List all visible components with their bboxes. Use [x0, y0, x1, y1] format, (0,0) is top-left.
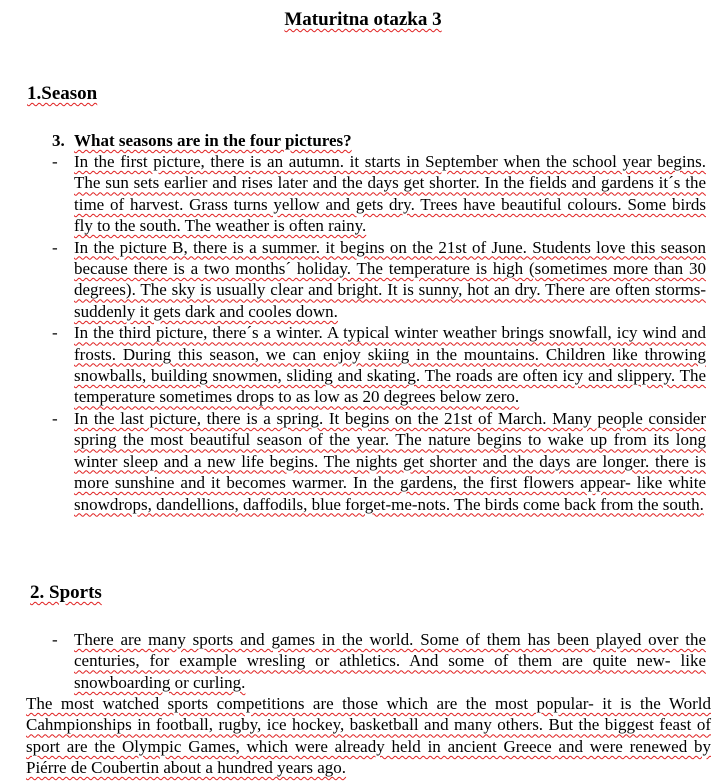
list-item-summer [0, 237, 726, 323]
document-title: Maturitna otazka 3 [284, 9, 442, 30]
season-bullet-list [0, 151, 726, 515]
bullet-marker: - [52, 237, 58, 257]
list-item-text: In the first picture, there is an autumn. it starts in September when the school year begins. The sun sets earlier and rises later and the days get shorter. In the fields and gardens it´s the time of harvest. Grass turns yellow and gets dry. Trees have beautiful colours. Some birds fly to the south. The weather is often rainy. [74, 152, 706, 236]
question-text: What seasons are in the four pictures? [74, 131, 352, 150]
list-item-text: In the third picture, there´s a winter. A typical winter weather brings snowfall, icy wind and frosts. During this season, we can enjoy skiing in the mountains. Children like throwing snowballs, building snowmen, sliding and skating. The roads are often icy and slippery. The temperature sometimes drops to as low as 20 degrees below zero. [74, 323, 706, 407]
list-item-winter [0, 322, 726, 408]
sports-paragraph: The most watched sports competitions are those which are the most popular- it is the World Cahmpionships in football, rugby, ice hockey, basketball and many others. But the biggest feast of sport are the Olympic Games, which were already held in ancient Greece and were renewed by Piérre de Coubertin about a hundred years ago. [26, 694, 711, 778]
question-line [52, 130, 352, 151]
list-item-autumn [0, 151, 726, 237]
sports-bullet-list [0, 629, 726, 693]
bullet-marker: - [52, 323, 58, 343]
list-item-text: In the last picture, there is a spring. It begins on the 21st of March. Many people consider spring the most beautiful season of the year. The nature begins to wake up from its long winter sleep and a new life begins. The nights get shorter and the days are longer. there is more sunshine and it becomes warmer. In the gardens, the first flowers appear- like white snowdrops, dandellions, daffodils, blue forget-me-nots. The birds come back from the south. [74, 408, 706, 514]
question-number: 3. [52, 131, 65, 150]
section-heading-season: 1.Season [27, 83, 98, 104]
bullet-marker: - [52, 630, 58, 649]
list-item-text: There are many sports and games in the world. Some of them has been played over the centuries, for example wresling or athletics. And some of them are quite new- like snowboarding or curling. [74, 630, 706, 692]
bullet-marker: - [52, 408, 58, 428]
section-heading-sports: 2. Sports [30, 582, 102, 603]
bullet-marker: - [52, 152, 58, 171]
list-item-spring [0, 408, 726, 515]
list-item-sports [0, 629, 726, 693]
list-item-text: In the picture B, there is a summer. it begins on the 21st of June. Students love this season because there is a two months´ holiday. The temperature is high (sometimes more than 30 degrees). The sky is usually clear and bright. It is sunny, hot an dry. There are often storms- suddenly it gets dark and cooles down. [74, 237, 706, 321]
